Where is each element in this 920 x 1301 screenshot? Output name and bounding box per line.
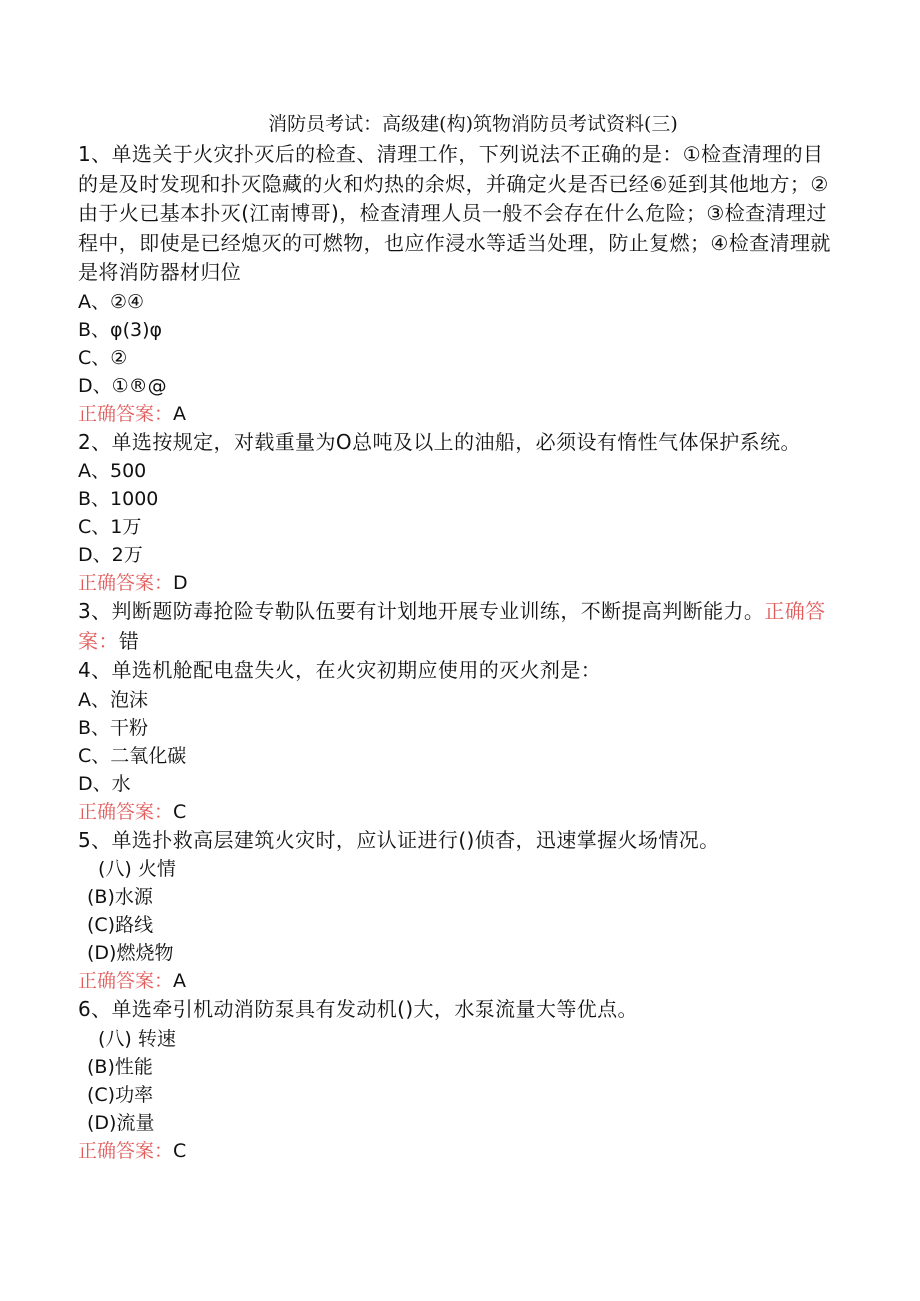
- answer-value: D: [173, 572, 188, 594]
- document-page: [78, 108, 838, 1165]
- answer-value: C: [173, 1139, 187, 1162]
- question-stem: 6、单选牵引机动消防泵具有发动机()大，水泵流量大等优点。: [78, 997, 638, 1021]
- correct-answer: [78, 569, 838, 597]
- question-stem: 1、单选关于火灾扑灭后的检查、清理工作，下列说法不正确的是：①检查清理的目的是及时发现和扑灭隐藏的火和灼热的余烬，并确定火是否已经⑥延到其他地方；②由于火已基本扑灭(江南博哥)，检查清理人员一般不会存在什么危险；③检查清理过程中，即使是已经熄灭的可燃物，也应作浸水等适当处理，防止复燃；④检查清理就是将消防器材归位: [78, 142, 831, 284]
- option-b: B、φ(3)φ: [78, 318, 163, 341]
- answer-label: 正确答案：: [78, 402, 174, 425]
- question-1: [78, 140, 838, 428]
- option-a: A、500: [78, 460, 147, 482]
- answer-label: 正确答案：: [78, 970, 174, 992]
- question-6: [78, 995, 838, 1165]
- option-c: C、1万: [78, 516, 142, 538]
- option-d: (D)流量: [87, 1111, 155, 1134]
- question-5: [78, 826, 838, 996]
- document-title: 消防员考试：高级建(构)筑物消防员考试资料(三): [268, 113, 678, 135]
- option-d: D、2万: [78, 544, 143, 566]
- option-d: D、①®@: [78, 374, 167, 397]
- option-d: (D)燃烧物: [87, 942, 174, 964]
- correct-answer: [78, 1137, 838, 1165]
- option-b: (B)水源: [87, 886, 153, 908]
- answer-value: A: [173, 970, 187, 992]
- option-a: A、泡沫: [78, 688, 148, 711]
- option-a: (八) 转速: [98, 1027, 176, 1050]
- answer-value: 错: [118, 628, 140, 653]
- option-c: (C)功率: [87, 1083, 154, 1106]
- option-c: C、②: [78, 346, 128, 369]
- option-a: (八) 火情: [98, 858, 176, 880]
- question-3: [78, 597, 838, 656]
- correct-answer: [78, 798, 838, 826]
- answer-value: C: [173, 800, 187, 823]
- answer-label: 正确答案：: [78, 599, 826, 653]
- question-4: [78, 656, 838, 826]
- answer-label: 正确答案：: [78, 572, 174, 594]
- correct-answer: [78, 400, 838, 428]
- option-d: D、水: [78, 772, 131, 795]
- answer-label: 正确答案：: [78, 1139, 174, 1162]
- option-b: B、干粉: [78, 716, 149, 739]
- question-text: 3、判断题防毒抢险专勒队伍要有计划地开展专业训练，不断提高判断能力。: [78, 599, 765, 623]
- question-stem: 5、单选扑救高层建筑火灾时，应认证进行()侦杳，迅速掌握火场情况。: [78, 827, 720, 852]
- question-stem: 2、单选按规定，对载重量为O总吨及以上的油船，必须设有惰性气体保护系统。: [78, 429, 801, 454]
- option-c: (C)路线: [87, 914, 154, 936]
- correct-answer: [78, 967, 838, 995]
- option-a: A、②④: [78, 290, 145, 313]
- answer-value: A: [173, 402, 187, 425]
- question-2: [78, 428, 838, 598]
- option-b: (B)性能: [87, 1055, 153, 1078]
- answer-label: 正确答案：: [78, 800, 174, 823]
- option-b: B、1000: [78, 488, 159, 510]
- question-stem: [78, 597, 838, 656]
- option-c: C、二氧化碳: [78, 744, 187, 767]
- question-stem: 4、单选机舱配电盘失火，在火灾初期应使用的灭火剂是：: [78, 658, 602, 682]
